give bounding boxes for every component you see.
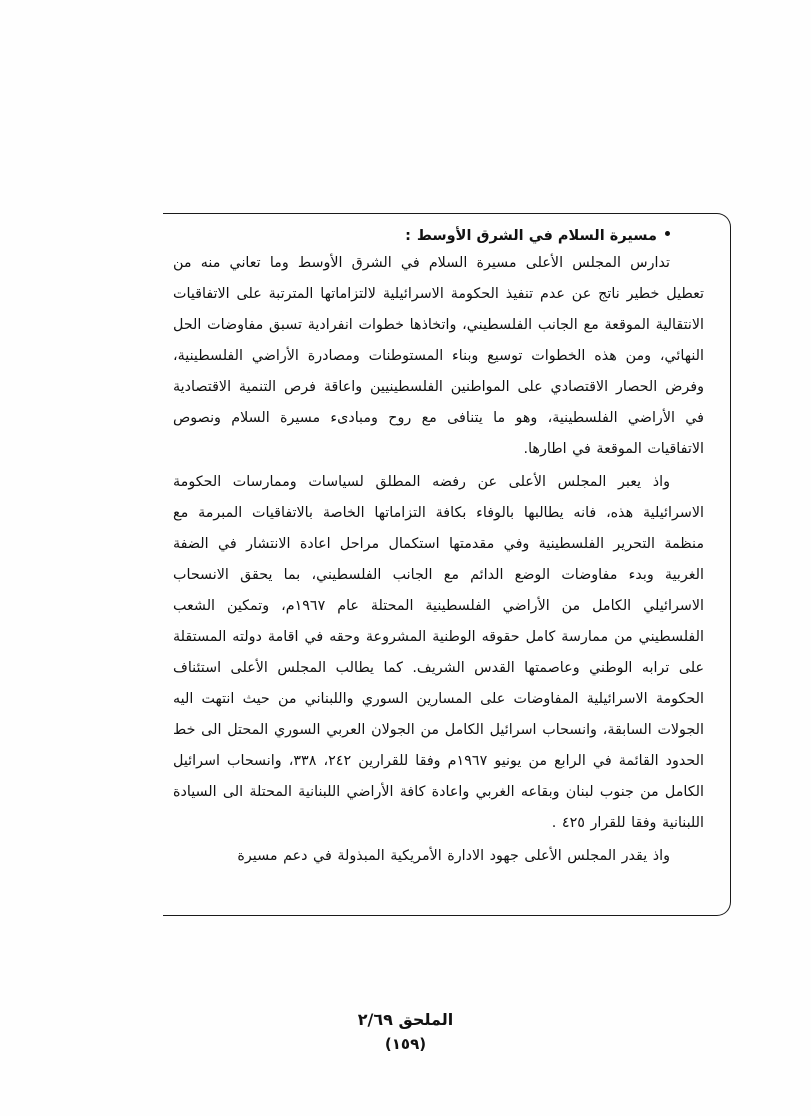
- section-heading-title: مسيرة السلام في الشرق الأوسط: [416, 228, 657, 244]
- bullet-icon: [665, 231, 670, 236]
- paragraph-2: واذ يعبر المجلس الأعلى عن رفضه المطلق لسياسات وممارسات الحكومة الاسرائيلية هذه، فانه يطالبها بالوفاء بكافة التزاماتها الخاصة بالاتفاقيات المبرمة مع منظمة التحرير الفلسطينية وفي مقدمتها استكمال مراحل اعادة الانتشار في الضفة الغربية وبدء مفاوضات الوضع الدائم مع الجانب الفلسطيني، بما يحقق الانسحاب الاسرائيلي الكامل من الأراضي الفلسطينية المحتلة عام ١٩٦٧م، وتمكين الشعب الفلسطيني من ممارسة كامل حقوقه الوطنية المشروعة وحقه في اقامة دولته المستقلة على ترابه الوطني وعاصمتها القدس الشريف. كما يطالب المجلس الأعلى استئناف الحكومة الاسرائيلية المفاوضات على المسارين السوري واللبناني من حيث انتهت اليه الجولات السابقة، وانسحاب اسرائيل الكامل من الجولان العربي السوري المحتل الى خط الحدود القائمة في الرابع من يونيو ١٩٦٧م وفقا للقرارين ٢٤٢، ٣٣٨، وانسحاب اسرائيل الكامل من جنوب لبنان وبقاعه الغربي واعادة كافة الأراضي اللبنانية المحتلة الى السيادة اللبنانية وفقا للقرار ٤٢٥ .: [173, 474, 704, 831]
- section-heading-colon: :: [405, 228, 411, 244]
- section-heading: [171, 228, 708, 244]
- annex-label: الملحق ٢/٦٩: [357, 1010, 454, 1029]
- page-number: (١٥٩): [384, 1035, 427, 1053]
- page-footer: [0, 1010, 811, 1053]
- paragraph-3: واذ يقدر المجلس الأعلى جهود الادارة الأمريكية المبذولة في دعم مسيرة: [237, 848, 670, 864]
- bordered-text-block: [163, 213, 731, 916]
- paragraph-1: تدارس المجلس الأعلى مسيرة السلام في الشرق الأوسط وما تعاني منه من تعطيل خطير ناتج عن عدم تنفيذ الحكومة الاسرائيلية لالتزاماتها المترتبة على الاتفاقيات الانتقالية الموقعة مع الجانب الفلسطيني، واتخاذها خطوات انفرادية تسبق مفاوضات الحل النهائي، ومن هذه الخطوات توسيع وبناء المستوطنات ومصادرة الأراضي الفلسطينية، وفرض الحصار الاقتصادي على المواطنين الفلسطينيين واعاقة فرص التنمية الاقتصادية في الأراضي الفلسطينية، وهو ما يتنافى مع روح ومبادىء مسيرة السلام ونصوص الاتفاقيات الموقعة في اطارها.: [173, 255, 704, 457]
